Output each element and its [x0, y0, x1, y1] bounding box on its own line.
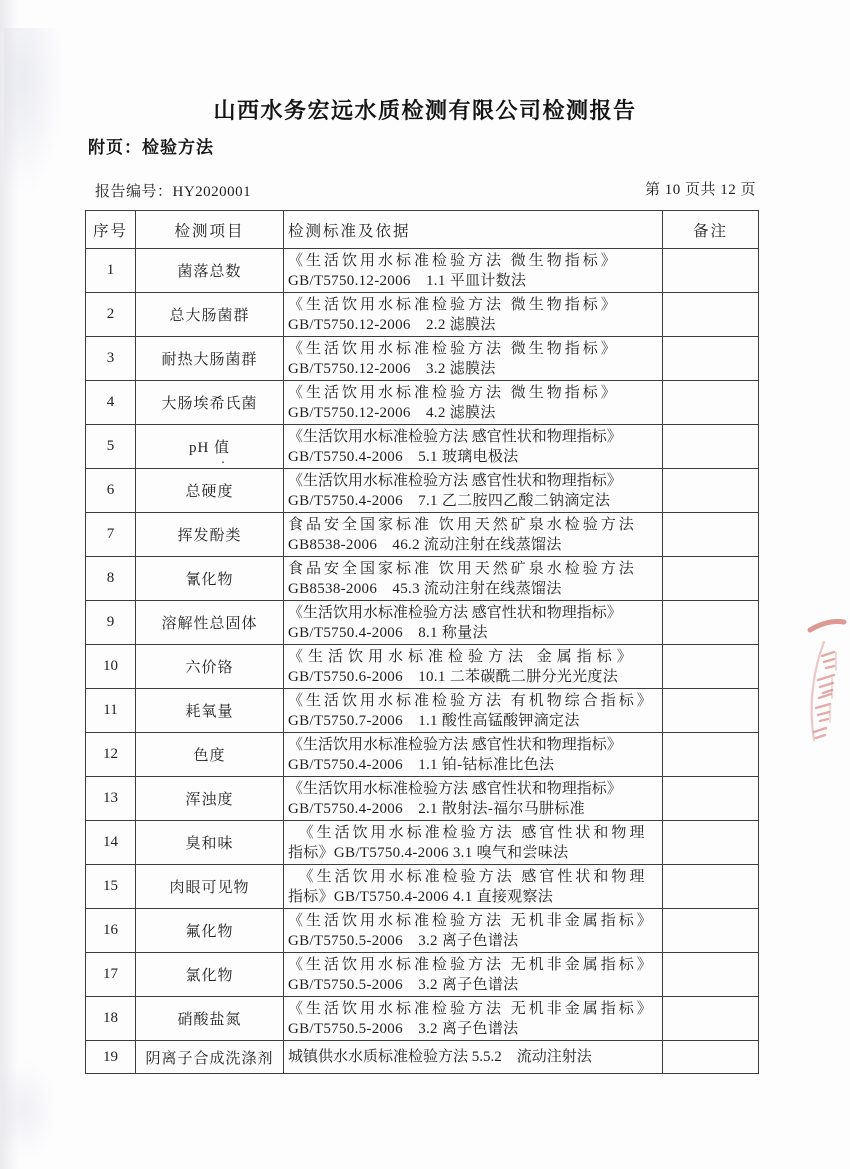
cell-test-item	[136, 249, 284, 293]
cell-standard-method	[284, 1041, 663, 1074]
standard-line2: GB/T5750.6-2006 10.1 二苯碳酰二肼分光光度法	[288, 668, 619, 685]
table-row	[86, 997, 759, 1041]
cell-test-item	[136, 953, 284, 997]
cell-test-item	[136, 381, 284, 425]
cell-serial-number: 8	[86, 557, 136, 601]
standard-line1: 《生活饮用水标准检验方法 无机非金属指标》	[288, 956, 655, 973]
test-item-label: 总硬度	[185, 484, 234, 500]
cell-standard-method	[284, 997, 663, 1041]
standard-line2: GB/T5750.4-2006 1.1 铂-钴标准比色法	[288, 756, 555, 773]
test-item-label: 总大肠菌群	[169, 308, 250, 324]
cell-remark	[663, 249, 759, 293]
cell-serial-number: 15	[86, 865, 136, 909]
cell-test-item	[136, 777, 284, 821]
test-item-label: 浑浊度	[185, 792, 234, 808]
table-row	[86, 557, 759, 601]
methods-table	[85, 210, 759, 1074]
cell-standard-method	[284, 249, 663, 293]
cell-test-item	[136, 293, 284, 337]
standard-line1: 《生活饮用水标准检验方法 金属指标》	[288, 648, 637, 665]
standard-line1: 《生活饮用水标准检验方法 微生物指标》	[288, 296, 619, 313]
red-stamp-partial	[780, 608, 850, 758]
cell-standard-method	[284, 557, 663, 601]
table-row	[86, 381, 759, 425]
standard-line2: GB/T5750.5-2006 3.2 离子色谱法	[288, 932, 519, 949]
cell-standard-method	[284, 337, 663, 381]
standard-line1: 《生活饮用水标准检验方法 无机非金属指标》	[288, 912, 655, 929]
test-item-label: pH 值	[188, 440, 231, 456]
appendix-subtitle: 附页：检验方法	[88, 138, 214, 157]
standard-line2: GB/T5750.12-2006 2.2 滤膜法	[288, 316, 496, 333]
cell-remark	[663, 997, 759, 1041]
standard-line1: 《生活饮用水标准检验方法 微生物指标》	[288, 252, 619, 269]
test-item-label: 氟化物	[185, 924, 234, 940]
cell-remark	[663, 337, 759, 381]
cell-test-item	[136, 425, 284, 469]
standard-line1: 《生活饮用水标准检验方法 无机非金属指标》	[288, 1000, 655, 1017]
table-row	[86, 293, 759, 337]
test-item-label: 耗氧量	[185, 704, 234, 720]
table-row	[86, 425, 759, 469]
cell-remark	[663, 293, 759, 337]
column-header-standard: 检测标准及依据	[284, 211, 663, 249]
standard-line1: 《生活饮用水标准检验方法 有机物综合指标》	[288, 692, 655, 709]
table-row	[86, 909, 759, 953]
cell-serial-number: 18	[86, 997, 136, 1041]
test-item-label: 挥发酚类	[177, 528, 242, 544]
cell-test-item	[136, 997, 284, 1041]
test-item-label: 六价铬	[185, 660, 234, 676]
table-row	[86, 1041, 759, 1074]
table-row	[86, 777, 759, 821]
page-indicator: 第 10 页共 12 页	[644, 182, 756, 198]
cell-remark	[663, 733, 759, 777]
table-row	[86, 821, 759, 865]
table-row	[86, 513, 759, 557]
standard-line2: GB/T5750.7-2006 1.1 酸性高锰酸钾滴定法	[288, 712, 580, 729]
table-row	[86, 469, 759, 513]
scan-smudge-bottom-left	[2, 1060, 57, 1160]
standard-line1: 《生活饮用水标准检验方法 感官性状和物理	[298, 824, 648, 841]
test-item-label: 肉眼可见物	[169, 880, 250, 896]
cell-remark	[663, 513, 759, 557]
standard-line1: 《生活饮用水标准检验方法 微生物指标》	[288, 384, 619, 401]
cell-remark	[663, 909, 759, 953]
column-header-item: 检测项目	[136, 211, 284, 249]
cell-standard-method	[284, 381, 663, 425]
standard-line1: 《生活饮用水标准检验方法 感官性状和物理指标》	[288, 780, 622, 797]
test-item-label: 硝酸盐氮	[177, 1012, 242, 1028]
cell-serial-number: 19	[86, 1041, 136, 1074]
cell-remark	[663, 953, 759, 997]
cell-serial-number: 14	[86, 821, 136, 865]
standard-line2: 指标》GB/T5750.4-2006 3.1 嗅气和尝味法	[288, 844, 569, 861]
cell-remark	[663, 1041, 759, 1074]
cell-serial-number: 9	[86, 601, 136, 645]
column-header-remark: 备注	[663, 211, 759, 249]
cell-standard-method	[284, 909, 663, 953]
cell-test-item	[136, 601, 284, 645]
standard-line1: 《生活饮用水标准检验方法 感官性状和物理	[298, 868, 648, 885]
cell-test-item	[136, 645, 284, 689]
cell-serial-number: 10	[86, 645, 136, 689]
cell-remark	[663, 777, 759, 821]
standard-line2: GB/T5750.12-2006 4.2 滤膜法	[288, 404, 496, 421]
cell-remark	[663, 689, 759, 733]
standard-line2: GB/T5750.5-2006 3.2 离子色谱法	[288, 976, 519, 993]
cell-standard-method	[284, 953, 663, 997]
standard-line2: GB/T5750.5-2006 3.2 离子色谱法	[288, 1020, 519, 1037]
test-item-label: 氰化物	[185, 572, 234, 588]
standard-line2: GB8538-2006 46.2 流动注射在线蒸馏法	[288, 536, 562, 553]
standard-line1: 《生活饮用水标准检验方法 微生物指标》	[288, 340, 619, 357]
table-row	[86, 249, 759, 293]
table-row	[86, 645, 759, 689]
cell-serial-number: 17	[86, 953, 136, 997]
cell-standard-method	[284, 689, 663, 733]
standard-line2: GB/T5750.12-2006 1.1 平皿计数法	[288, 272, 527, 289]
cell-serial-number: 4	[86, 381, 136, 425]
standard-line2: GB/T5750.4-2006 7.1 乙二胺四乙酸二钠滴定法	[288, 492, 611, 509]
cell-standard-method	[284, 865, 663, 909]
cell-remark	[663, 469, 759, 513]
standard-line2: GB/T5750.12-2006 3.2 滤膜法	[288, 360, 496, 377]
page-title: 山西水务宏远水质检测有限公司检测报告	[213, 98, 637, 123]
test-item-label: 阴离子合成洗涤剂	[145, 1050, 274, 1067]
cell-test-item	[136, 733, 284, 777]
table-row	[86, 733, 759, 777]
cell-test-item	[136, 469, 284, 513]
table-row	[86, 337, 759, 381]
cell-test-item	[136, 1041, 284, 1074]
cell-remark	[663, 865, 759, 909]
cell-test-item	[136, 337, 284, 381]
test-item-label: 氯化物	[185, 968, 234, 984]
cell-serial-number: 6	[86, 469, 136, 513]
cell-remark	[663, 601, 759, 645]
cell-standard-method	[284, 645, 663, 689]
standard-line2: GB/T5750.4-2006 2.1 散射法-福尔马肼标准	[288, 800, 585, 817]
standard-line1: 《生活饮用水标准检验方法 感官性状和物理指标》	[288, 472, 622, 489]
table-row	[86, 953, 759, 997]
standard-line1: 食品安全国家标准 饮用天然矿泉水检验方法	[288, 516, 637, 533]
standard-line1: 城镇供水水质标准检验方法 5.5.2 流动注射法	[288, 1049, 592, 1065]
report-number: 报告编号：HY2020001	[95, 184, 252, 200]
cell-standard-method	[284, 821, 663, 865]
cell-standard-method	[284, 601, 663, 645]
cell-standard-method	[284, 293, 663, 337]
cell-remark	[663, 381, 759, 425]
cell-serial-number: 13	[86, 777, 136, 821]
standard-line1: 食品安全国家标准 饮用天然矿泉水检验方法	[288, 560, 637, 577]
test-item-label: 大肠埃希氏菌	[161, 396, 258, 412]
cell-test-item	[136, 821, 284, 865]
cell-serial-number: 5	[86, 425, 136, 469]
cell-standard-method	[284, 733, 663, 777]
cell-remark	[663, 425, 759, 469]
cell-serial-number: 7	[86, 513, 136, 557]
scan-artifact-dot: .	[221, 452, 226, 467]
cell-remark	[663, 557, 759, 601]
test-item-label: 耐热大肠菌群	[161, 352, 258, 368]
cell-standard-method	[284, 777, 663, 821]
test-item-label: 溶解性总固体	[161, 616, 258, 632]
test-item-label: 臭和味	[185, 836, 234, 852]
cell-serial-number: 12	[86, 733, 136, 777]
cell-remark	[663, 821, 759, 865]
cell-test-item	[136, 909, 284, 953]
cell-serial-number: 16	[86, 909, 136, 953]
standard-line1: 《生活饮用水标准检验方法 感官性状和物理指标》	[288, 604, 622, 621]
standard-line2: 指标》GB/T5750.4-2006 4.1 直接观察法	[288, 888, 554, 905]
cell-test-item	[136, 513, 284, 557]
table-row	[86, 865, 759, 909]
standard-line1: 《生活饮用水标准检验方法 感官性状和物理指标》	[288, 428, 622, 445]
cell-standard-method	[284, 513, 663, 557]
test-item-label: 菌落总数	[177, 264, 242, 280]
cell-serial-number: 11	[86, 689, 136, 733]
table-header-row	[86, 211, 759, 249]
standard-line2: GB/T5750.4-2006 5.1 玻璃电极法	[288, 448, 519, 465]
cell-test-item	[136, 689, 284, 733]
test-item-label: 色度	[193, 748, 226, 764]
table-row	[86, 601, 759, 645]
standard-line2: GB/T5750.4-2006 8.1 称量法	[288, 624, 488, 641]
cell-remark	[663, 645, 759, 689]
cell-test-item	[136, 557, 284, 601]
cell-standard-method	[284, 469, 663, 513]
table-row	[86, 689, 759, 733]
standard-line1: 《生活饮用水标准检验方法 感官性状和物理指标》	[288, 736, 622, 753]
cell-serial-number: 3	[86, 337, 136, 381]
standard-line2: GB8538-2006 45.3 流动注射在线蒸馏法	[288, 580, 562, 597]
cell-serial-number: 1	[86, 249, 136, 293]
column-header-no: 序号	[86, 211, 136, 249]
cell-standard-method	[284, 425, 663, 469]
cell-serial-number: 2	[86, 293, 136, 337]
cell-test-item	[136, 865, 284, 909]
